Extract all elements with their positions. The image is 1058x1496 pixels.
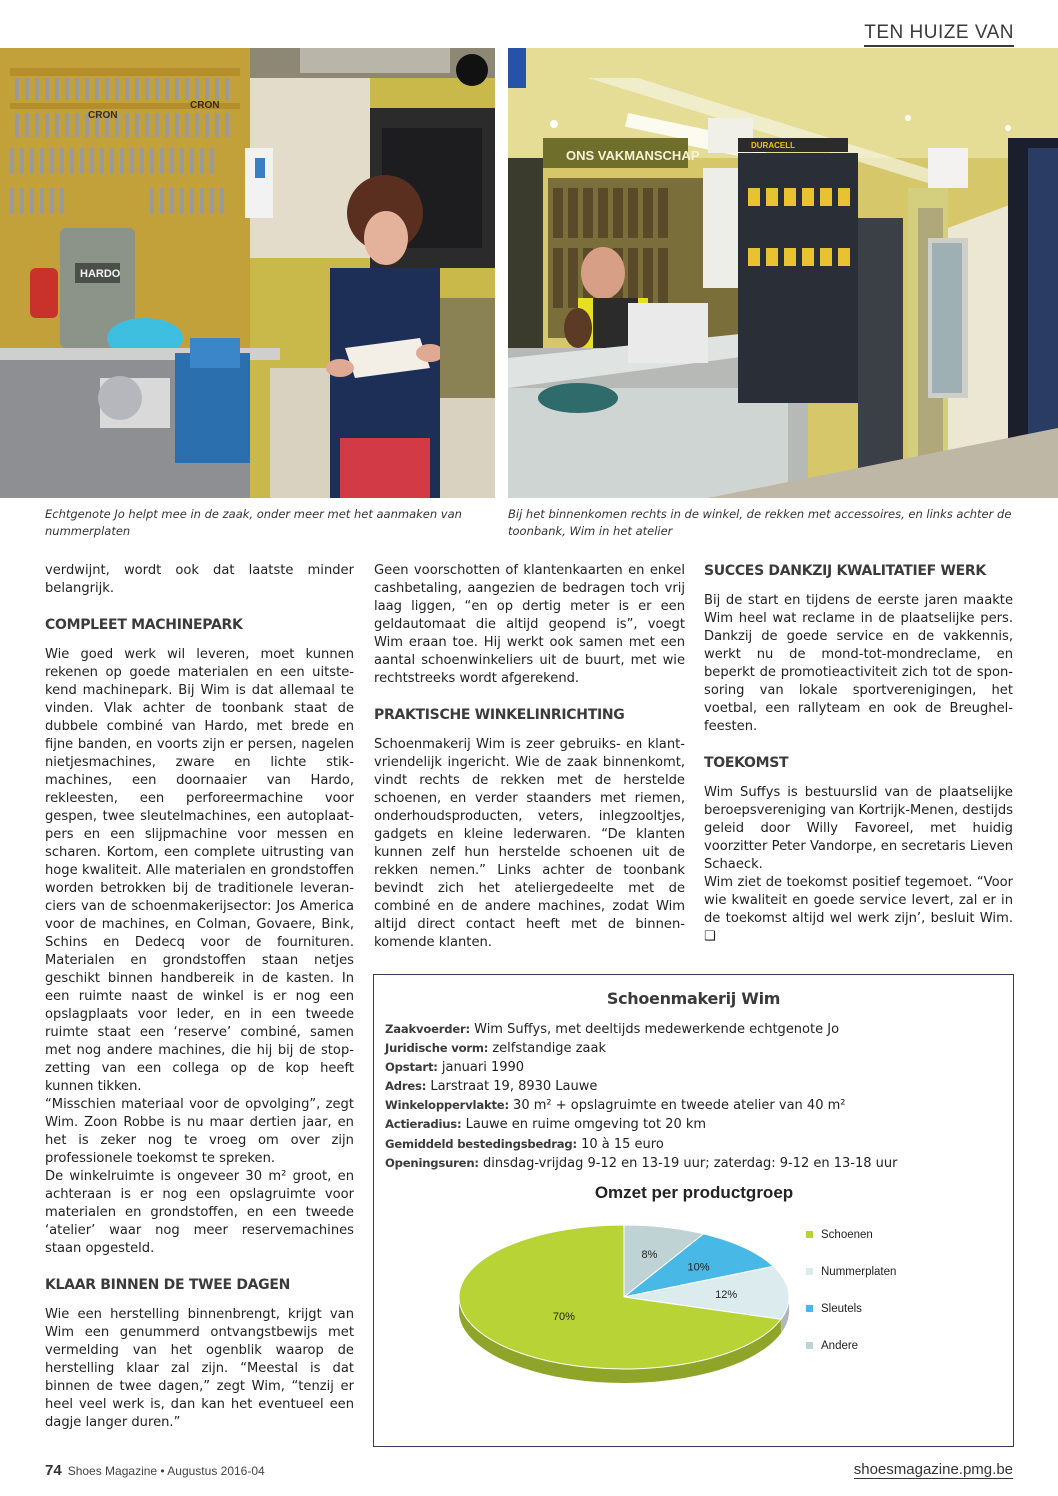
col2-paragraph-1: Geen voorschotten of klantenkaarten en enkel cashbetaling, aangezien de bedragen toch vrij laag liggen, “en op dertig meter is er een geldautomaat die altijd geopend is”, voegt Wim eraan toe. Hij werkt ook samen met een aantal schoenwinkeliers uit de buurt, met wie rechtstreeks wordt afgerekend. bbox=[374, 563, 685, 686]
info-box-title: Schoenmakerij Wim bbox=[606, 989, 781, 1008]
col3-paragraph-3-wrap bbox=[704, 874, 1013, 946]
fact-row bbox=[385, 1039, 1005, 1058]
heading-toekomst: TOEKOMST bbox=[704, 755, 789, 771]
shop-photo-left-image bbox=[0, 48, 495, 498]
fact-value: 30 m² + opslagruimte en tweede atelier van 40 m² bbox=[513, 1098, 846, 1114]
fact-label: Opstart: bbox=[385, 1060, 438, 1075]
heading-praktische-winkelinrichting: PRAKTISCHE WINKELINRICHTING bbox=[374, 707, 625, 723]
pie-label-nummerplaten: 12% bbox=[715, 1289, 738, 1302]
footer-left bbox=[45, 1462, 265, 1479]
col1-paragraph-2: “Misschien materiaal voor de opvolging”, zegt Wim. Zoon Robbe is nu maar dertien jaar, en het is zeker nog te vroeg om over zijn professionele toekomst te spreken. bbox=[45, 1097, 354, 1166]
fact-label: Adres: bbox=[385, 1079, 427, 1094]
fact-row bbox=[385, 1020, 1005, 1039]
end-mark-icon: ❑ bbox=[704, 929, 716, 944]
col3-paragraph-2: Wim Suffys is bestuurslid van de plaatselijke beroepsvereniging van Kortrijk-Menen, destijds geleid door Willy Favoreel, met huidig voorzitter Peter Vandorpe, en secretaris Lieven Schaeck. bbox=[704, 785, 1014, 872]
legend-swatch-nummerplaten bbox=[806, 1268, 813, 1275]
col2-paragraph-2: Schoenmakerij Wim is zeer gebruiks- en klantvriendelijk ingericht. Wie de zaak binnenkomt, vindt rechts de rekken met de herstelde schoenen, en verder staanders met riemen, onderhoudsproducten, veters, inlegzooltjes, gadgets en kleine lederwaren. “De klanten kunnen zelf hun herstelde schoenen uit de rekken nemen.” Links achter de toonbank bevindt zich het ateliergedeelte met de combiné en de andere machines, zodat Wim altijd direct contact heeft met de binnenkomende klanten. bbox=[374, 737, 685, 950]
wall-sign-text: ONS VAKMANSCHAP bbox=[566, 148, 700, 163]
facts-list bbox=[385, 1020, 1005, 1173]
col1-paragraph-1: Wie goed werk wil leveren, moet kunnen rekenen op goede materialen en een uitstekend machinepark. Bij Wim is dat allemaal te vinden. Vlak achter de toonbank staat de dubbele combiné van Hardo, met brede en fijne banden, en voorts zijn er persen, nagelen nietjesmachines, zware en lichte stikmachines, een doornaaier van Hardo, rekleesten, een perforeermachine voor gespen, twee sleutelmachines, een autoplaatpers en een slijpmachine voor messen en scharen. Kortom, een complete uitrusting van hoge kwaliteit. Alle materialen en grondstoffen worden betrokken bij de traditionele leveranciers van de schoenmakerijsector: Jos America voor de machines, en Colman, Govaere, Bink, Schins en Dedecq voor de fournituren. Materialen en grondstoffen staan netjes geschikt binnen handbereik in de kasten. In een ruimte naast de winkel is er nog een opslagplaats voor leder, en in een tweede ruimte staat een ‘reserve’ combiné, samen met nog andere machines, die hij bij de stopzetting van een collega op de kop heeft kunnen tikken. bbox=[45, 647, 354, 1094]
col3-paragraph-3: Wim ziet de toekomst positief tegemoet. “Voor wie kwaliteit en goede service levert, zal er in de toekomst altijd wel werk zijn’, besluit Wim. bbox=[704, 875, 1013, 926]
fact-row bbox=[385, 1154, 1005, 1173]
legend-label-sleutels: Sleutels bbox=[821, 1303, 862, 1315]
fact-value: 10 à 15 euro bbox=[581, 1136, 664, 1152]
publication-info: Shoes Magazine • Augustus 2016-04 bbox=[67, 1464, 265, 1478]
col3-paragraph-1: Bij de start en tijdens de eerste jaren maakte Wim heel wat reclame in de plaatselijke pers. Dankzij de goede service en de vakkennis, werkt nu de mond-tot-mondreclame, en beperkt de promotieactiviteit zich tot de sponsoring van lokale sportverenigingen, het voetbal, een rallyteam en ook de Breughelfeesten. bbox=[704, 593, 1013, 734]
col1-intro: verdwijnt, wordt ook dat laatste minder belangrijk. bbox=[45, 563, 354, 596]
article-column-2 bbox=[374, 562, 685, 952]
fact-label: Juridische vorm: bbox=[385, 1041, 489, 1056]
shop-photo-left bbox=[0, 48, 495, 498]
fact-label: Zaakvoerder: bbox=[385, 1022, 470, 1036]
page-number: 74 bbox=[45, 1462, 62, 1479]
photo-caption-right: Bij het binnenkomen rechts in de winkel, de rekken met accessoires, en links achter de toonbank, Wim in het atelier bbox=[508, 507, 1012, 538]
fact-value: Lauwe en ruime omgeving tot 20 km bbox=[465, 1117, 707, 1133]
photo-caption-left: Echtgenote Jo helpt mee in de zaak, onder meer met het aanmaken van nummerplaten bbox=[45, 507, 462, 538]
heading-klaar-binnen-twee-dagen: KLAAR BINNEN DE TWEE DAGEN bbox=[45, 1277, 291, 1293]
fact-label: Winkeloppervlakte: bbox=[385, 1098, 509, 1113]
fact-label: Gemiddeld bestedingsbedrag: bbox=[385, 1136, 577, 1151]
shop-photo-right-image bbox=[508, 48, 1058, 498]
website-link[interactable]: shoesmagazine.pmg.be bbox=[853, 1461, 1013, 1478]
fact-row bbox=[385, 1058, 1005, 1077]
pie-label-schoenen: 70% bbox=[552, 1311, 575, 1324]
legend-swatch-sleutels bbox=[806, 1305, 813, 1312]
legend-swatch-andere bbox=[806, 1342, 813, 1349]
col1-paragraph-3: De winkelruimte is ongeveer 30 m² groot, en achteraan is er nog een opslagruimte voor materialen en grondstoffen, en een tweede ‘atelier’ waar nog meer reservemachines staan opgesteld. bbox=[45, 1169, 354, 1256]
fact-row bbox=[385, 1077, 1005, 1096]
fact-row bbox=[385, 1096, 1005, 1115]
brand-sign-text: CRON bbox=[88, 110, 118, 121]
fact-value: Larstraat 19, 8930 Lauwe bbox=[430, 1079, 598, 1095]
legend-label-andere: Andere bbox=[821, 1340, 859, 1352]
heading-compleet-machinepark: COMPLEET MACHINEPARK bbox=[45, 617, 243, 633]
fact-label: Actieradius: bbox=[385, 1117, 462, 1132]
rack-label-text: DURACELL bbox=[751, 141, 795, 150]
legend-label-nummerplaten: Nummerplaten bbox=[821, 1266, 897, 1278]
article-column-1 bbox=[45, 562, 354, 1432]
col1-paragraph-4: Wie een herstelling binnenbrengt, krijgt van Wim een genummerd ontvangstbewijs met vermelding van het ogenblik waarop de herstelling klaar zal zijn. “Meestal is dat binnen de twee dagen,” zegt Wim, “tenzij er heel veel werk is, dan kan het eventueel een dagje langer duren.” bbox=[45, 1307, 354, 1430]
fact-value: Wim Suffys, met deeltijds medewerkende echtgenote Jo bbox=[474, 1022, 840, 1037]
article-column-3 bbox=[704, 562, 1013, 946]
section-tag: TEN HUIZE VAN bbox=[864, 22, 1014, 47]
fact-value: zelfstandige zaak bbox=[492, 1041, 606, 1057]
fact-row bbox=[385, 1115, 1005, 1134]
chart-title: Omzet per productgroep bbox=[594, 1183, 794, 1202]
shop-photo-right bbox=[508, 48, 1058, 498]
pie-chart bbox=[434, 1207, 994, 1427]
fact-value: dinsdag-vrijdag 9-12 en 13-19 uur; zaterdag: 9-12 en 13-18 uur bbox=[482, 1155, 898, 1171]
legend-label-schoenen: Schoenen bbox=[821, 1229, 873, 1241]
brand-sign-text-2: CRON bbox=[190, 100, 220, 111]
fact-value: januari 1990 bbox=[441, 1060, 525, 1076]
fact-label: Openingsuren: bbox=[385, 1155, 479, 1170]
pie-label-andere: 8% bbox=[641, 1248, 658, 1261]
fact-row bbox=[385, 1135, 1005, 1154]
machine-label: HARDO bbox=[80, 268, 121, 280]
legend-swatch-schoenen bbox=[806, 1231, 813, 1238]
heading-succes-dankzij-kwalitatief-werk: SUCCES DANKZIJ KWALITATIEF WERK bbox=[704, 563, 986, 579]
shop-info-box bbox=[373, 974, 1014, 1447]
pie-label-sleutels: 10% bbox=[687, 1261, 710, 1274]
